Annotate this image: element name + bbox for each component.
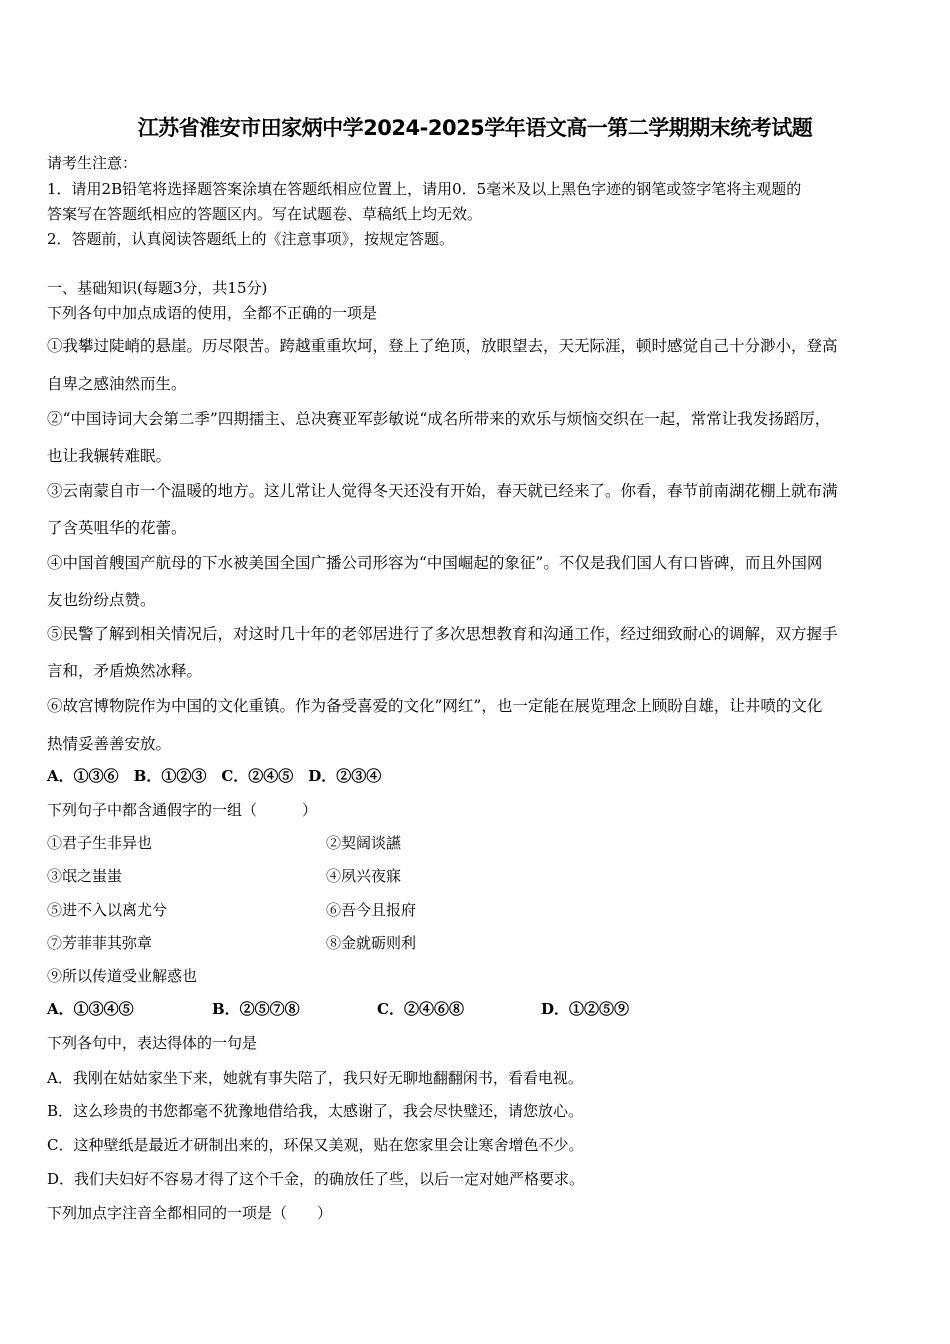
q3-option-d: D．我们夫妇好不容易才得了这个千金，的确放任了些，以后一定对她严格要求。: [47, 1170, 585, 1188]
notice-line-2: 2．答题前，认真阅读答题纸上的《注意事项》，按规定答题。: [47, 230, 455, 248]
q1-item-6b: 热情妥善善安放。: [47, 735, 172, 753]
q2-option-d: D．①②⑤⑨: [541, 1000, 630, 1018]
q1-options: A．①③⑥ B．①②③ C．②④⑤ D．②③④: [47, 767, 382, 785]
q3-stem: 下列各句中，表达得体的一句是: [47, 1034, 258, 1052]
q2-item-6: ⑥吾今且报府: [326, 901, 417, 919]
q2-stem: 下列句子中都含通假字的一组（ ）: [47, 801, 318, 819]
q2-option-a: A．①③④⑤: [47, 1000, 134, 1018]
q1-item-6a: ⑥故宫博物院作为中国的文化重镇。作为备受喜爱的文化”网红”，也一定能在展览理念上顾盼自雄，让井喷的文化: [47, 697, 823, 715]
q2-option-c: C．②④⑥⑧: [377, 1000, 464, 1018]
q2-item-5: ⑤进不入以离尤兮: [47, 901, 168, 919]
q2-item-8: ⑧金就砺则利: [326, 934, 417, 952]
q2-item-4: ④夙兴夜寐: [326, 867, 402, 885]
section-heading: 一、基础知识(每题3分，共15分): [47, 279, 268, 297]
q2-item-7: ⑦芳菲菲其弥章: [47, 934, 153, 952]
q2-item-1: ①君子生非异也: [47, 834, 153, 852]
q1-item-2b: 也让我辗转难眠。: [47, 447, 172, 465]
q2-item-2: ②契阔谈讌: [326, 834, 402, 852]
q1-stem: 下列各句中加点成语的使用，全都不正确的一项是: [47, 304, 378, 322]
q4-stem: 下列加点字注音全都相同的一项是（ ）: [47, 1204, 333, 1222]
q3-option-c: C．这种壁纸是最近才研制出来的，环保又美观，贴在您家里会让寒舍增色不少。: [47, 1136, 584, 1154]
q3-option-b: B．这么珍贵的书您都毫不犹豫地借给我，太感谢了，我会尽快璧还，请您放心。: [47, 1102, 584, 1120]
q1-item-5a: ⑤民警了解到相关情况后，对这时几十年的老邻居进行了多次思想教育和沟通工作，经过细致耐心的调解，双方握手: [47, 625, 838, 643]
q2-item-9: ⑨所以传道受业解惑也: [47, 967, 198, 985]
q2-option-b: B．②⑤⑦⑧: [212, 1000, 300, 1018]
notice-line-1b: 答案写在答题纸相应的答题区内。写在试题卷、草稿纸上均无效。: [47, 205, 483, 223]
q1-item-3b: 了含英咀华的花蕾。: [47, 519, 187, 537]
q1-item-1a: ①我攀过陡峭的悬崖。历尽限苦。跨越重重坎坷，登上了绝顶，放眼望去，天无际涯，顿时感觉自己十分渺小，登高: [47, 337, 838, 355]
notice-line-1a: 1．请用2B铅笔将选择题答案涂填在答题纸相应位置上，请用0．5毫米及以上黑色字迹的钢笔或签字笔将主观题的: [47, 180, 802, 198]
q1-item-4b: 友也纷纷点赞。: [47, 591, 156, 609]
q2-item-3: ③氓之蚩蚩: [47, 867, 123, 885]
q3-option-a: A．我刚在姑姑家坐下来，她就有事失陪了，我只好无聊地翻翻闲书，看看电视。: [47, 1069, 583, 1087]
page-title: 江苏省淮安市田家炳中学2024-2025学年语文高一第二学期期末统考试题: [137, 116, 813, 140]
q1-item-3a: ③云南蒙自市一个温暖的地方。这儿常让人觉得冬天还没有开始，春天就已经来了。你看，春节前南湖花棚上就布满: [47, 482, 838, 500]
notice-heading: 请考生注意：: [47, 154, 138, 172]
q1-item-1b: 自卑之感油然而生。: [47, 375, 187, 393]
q1-item-2a: ②“中国诗词大会第二季”四期擂主、总决赛亚军彭敏说“成名所带来的欢乐与烦恼交织在一起，常常让我发扬蹈厉，: [47, 410, 831, 428]
q1-item-4a: ④中国首艘国产航母的下水被美国全国广播公司形容为“中国崛起的象征”。不仅是我们国人有口皆碑，而且外国网: [47, 554, 823, 572]
q1-item-5b: 言和，矛盾焕然冰释。: [47, 662, 203, 680]
